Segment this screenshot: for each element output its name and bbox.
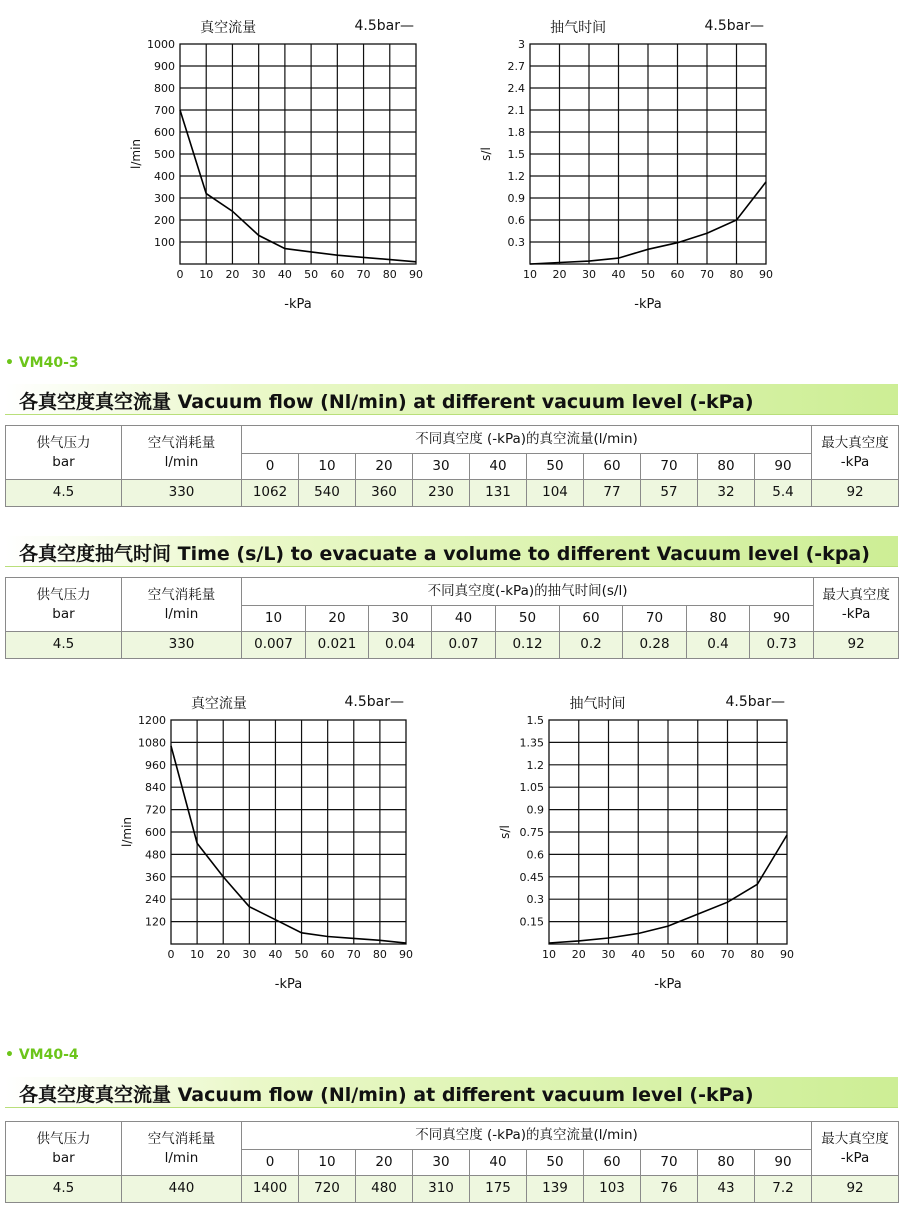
x-tick-label: 40 <box>611 268 626 281</box>
y-tick-label: 400 <box>154 170 175 183</box>
flow-table-title: 各真空度真空流量 Vacuum flow (Nl/min) at different vacuum level (-kPa) <box>19 1084 754 1106</box>
chart-grid <box>530 44 766 264</box>
vacuum-level-header: 10 <box>299 454 356 480</box>
x-tick-label: 50 <box>294 948 309 961</box>
table-cell: 0.73 <box>750 632 814 659</box>
x-tick-label: 60 <box>320 948 335 961</box>
table-cell: 1062 <box>242 480 299 507</box>
chart-title: 抽气时间 <box>550 20 607 36</box>
x-tick-label: 0 <box>167 948 175 961</box>
time-chart-top <box>470 10 780 320</box>
table-cell: 540 <box>299 480 356 507</box>
vacuum-level-header: 90 <box>755 1150 812 1176</box>
x-tick-label: 60 <box>670 268 685 281</box>
series-line <box>171 746 406 943</box>
table-cell: 131 <box>470 480 527 507</box>
chart-title: 真空流量 <box>190 696 247 712</box>
air-consumption-header: 空气消耗量 l/min <box>122 578 242 632</box>
y-tick-label: 700 <box>154 104 175 117</box>
max-vacuum-header: 最大真空度 -kPa <box>812 426 899 480</box>
flow-table-banner-vm40-4 <box>5 1077 898 1108</box>
time-table-banner-vm40-3 <box>5 536 898 567</box>
flow-table-banner-vm40-3 <box>5 384 898 415</box>
vacuum-level-header: 50 <box>527 454 584 480</box>
x-tick-label: 30 <box>251 268 266 281</box>
vacuum-level-header: 80 <box>687 606 750 632</box>
table-cell: 32 <box>698 480 755 507</box>
chart-title: 抽气时间 <box>569 696 626 712</box>
vacuum-level-group-header: 不同真空度 (-kPa)的真空流量(l/min) <box>242 426 812 454</box>
supply-pressure-value: 4.5 <box>6 480 122 507</box>
chart-grid <box>549 720 787 944</box>
x-tick-label: 40 <box>277 268 292 281</box>
supply-pressure-header: 供气压力 bar <box>6 426 122 480</box>
y-tick-label: 0.75 <box>519 826 544 839</box>
flow-table-vm40-3 <box>5 425 899 507</box>
y-tick-label: 1.2 <box>526 758 544 772</box>
supply-pressure-value: 4.5 <box>6 632 122 659</box>
max-vacuum-value: 92 <box>812 480 899 507</box>
vacuum-level-group-header: 不同真空度 (-kPa)的真空流量(l/min) <box>242 1122 812 1150</box>
x-tick-label: 30 <box>582 268 596 281</box>
vacuum-level-header: 20 <box>356 1150 413 1176</box>
y-tick-label: 600 <box>145 826 166 839</box>
x-tick-label: 50 <box>661 948 675 961</box>
x-tick-label: 70 <box>720 948 735 961</box>
x-tick-label: 80 <box>382 268 397 281</box>
x-tick-label: 30 <box>242 948 257 961</box>
pressure-label: 4.5bar— <box>344 694 404 710</box>
x-axis-label: -kPa <box>634 297 662 312</box>
x-tick-label: 70 <box>700 268 714 281</box>
x-tick-label: 90 <box>399 948 413 961</box>
table-cell: 77 <box>584 480 641 507</box>
y-axis-label: l/min <box>120 816 134 848</box>
x-tick-label: 20 <box>216 948 231 961</box>
x-tick-label: 90 <box>409 268 423 281</box>
x-tick-label: 20 <box>225 268 240 281</box>
air-consumption-header: 空气消耗量 l/min <box>122 426 242 480</box>
vacuum-level-header: 10 <box>299 1150 356 1176</box>
x-tick-label: 30 <box>601 948 616 961</box>
air-consumption-value: 330 <box>122 480 242 507</box>
y-tick-label: 200 <box>154 214 175 227</box>
series-line <box>180 110 416 262</box>
y-tick-label: 900 <box>154 60 175 73</box>
y-tick-label: 1.35 <box>519 736 544 750</box>
time-table-vm40-3 <box>5 577 899 659</box>
table-cell: 5.4 <box>755 480 812 507</box>
flow-table-title: 各真空度真空流量 Vacuum flow (Nl/min) at different vacuum level (-kPa) <box>19 391 754 413</box>
x-tick-label: 70 <box>356 268 371 281</box>
y-tick-label: 0.3 <box>526 893 544 907</box>
x-tick-label: 60 <box>330 268 345 281</box>
table-cell: 76 <box>641 1176 698 1203</box>
flow-chart-top <box>120 10 430 320</box>
y-tick-label: 840 <box>145 781 166 795</box>
x-tick-label: 40 <box>268 948 283 961</box>
y-tick-label: 1080 <box>138 736 166 750</box>
table-cell: 104 <box>527 480 584 507</box>
chart-grid <box>171 720 406 944</box>
table-cell: 7.2 <box>755 1176 812 1203</box>
air-consumption-value: 330 <box>122 632 242 659</box>
vacuum-level-header: 40 <box>432 606 496 632</box>
vacuum-level-header: 30 <box>369 606 432 632</box>
table-cell: 139 <box>527 1176 584 1203</box>
y-tick-label: 0.9 <box>526 803 544 817</box>
vacuum-level-header: 30 <box>413 454 470 480</box>
vacuum-level-header: 60 <box>560 606 623 632</box>
x-tick-label: 0 <box>176 268 184 281</box>
y-tick-label: 3 <box>518 38 525 51</box>
table-cell: 0.021 <box>306 632 369 659</box>
y-tick-label: 2.7 <box>507 60 525 73</box>
vacuum-level-group-header: 不同真空度(-kPa)的抽气时间(s/l) <box>242 578 814 606</box>
x-tick-label: 80 <box>729 268 744 281</box>
max-vacuum-header: 最大真空度 -kPa <box>812 1122 899 1176</box>
y-tick-label: 0.9 <box>507 192 525 205</box>
x-tick-label: 10 <box>190 948 205 961</box>
vacuum-level-header: 20 <box>306 606 369 632</box>
table-cell: 0.12 <box>496 632 560 659</box>
vacuum-level-header: 40 <box>470 454 527 480</box>
vacuum-level-header: 80 <box>698 1150 755 1176</box>
y-tick-label: 0.6 <box>507 214 525 227</box>
table-cell: 1400 <box>242 1176 299 1203</box>
vacuum-level-header: 40 <box>470 1150 527 1176</box>
y-tick-label: 120 <box>145 915 166 929</box>
y-tick-label: 600 <box>154 126 175 139</box>
x-axis-label: -kPa <box>284 297 312 312</box>
x-tick-label: 10 <box>542 948 556 961</box>
vacuum-level-header: 30 <box>413 1150 470 1176</box>
y-tick-label: 300 <box>154 192 175 205</box>
table-cell: 0.2 <box>560 632 623 659</box>
table-cell: 57 <box>641 480 698 507</box>
vacuum-level-header: 0 <box>242 454 299 480</box>
x-tick-label: 90 <box>759 268 773 281</box>
y-tick-label: 1.5 <box>526 714 544 727</box>
y-axis-label: s/l <box>479 147 493 161</box>
table-cell: 360 <box>356 480 413 507</box>
supply-pressure-header: 供气压力 bar <box>6 1122 122 1176</box>
y-tick-label: 0.3 <box>507 236 525 249</box>
y-tick-label: 1.5 <box>507 148 525 161</box>
y-tick-label: 100 <box>154 236 175 249</box>
chart-grid <box>180 44 416 264</box>
vacuum-level-header: 70 <box>641 454 698 480</box>
x-tick-label: 20 <box>571 948 586 961</box>
time-table-title: 各真空度抽气时间 Time (s/L) to evacuate a volume to different Vacuum level (-kpa) <box>19 543 870 565</box>
table-row <box>6 480 899 507</box>
table-cell: 0.007 <box>242 632 306 659</box>
y-tick-label: 1.05 <box>519 781 544 795</box>
vacuum-level-header: 90 <box>755 454 812 480</box>
vacuum-level-header: 60 <box>584 454 641 480</box>
x-tick-label: 80 <box>750 948 765 961</box>
flow-chart-vm40-3 <box>110 680 430 1010</box>
vacuum-level-header: 70 <box>641 1150 698 1176</box>
y-tick-label: 360 <box>145 870 166 884</box>
y-tick-label: 480 <box>145 848 166 862</box>
table-cell: 0.07 <box>432 632 496 659</box>
table-cell: 310 <box>413 1176 470 1203</box>
model-label-vm40-4: • VM40-4 <box>5 1047 79 1063</box>
table-row <box>6 1176 899 1203</box>
x-axis-label: -kPa <box>654 977 682 992</box>
vacuum-level-header: 50 <box>527 1150 584 1176</box>
vacuum-level-header: 90 <box>750 606 814 632</box>
y-tick-label: 800 <box>154 82 175 95</box>
y-tick-label: 2.4 <box>507 82 525 95</box>
y-tick-label: 500 <box>154 148 175 161</box>
y-tick-label: 720 <box>145 803 166 817</box>
vacuum-level-header: 80 <box>698 454 755 480</box>
y-axis-label: s/l <box>498 825 512 839</box>
table-cell: 0.04 <box>369 632 432 659</box>
x-tick-label: 90 <box>780 948 794 961</box>
y-tick-label: 0.6 <box>526 848 544 862</box>
y-tick-label: 1200 <box>138 714 166 727</box>
model-label-vm40-3: • VM40-3 <box>5 355 79 371</box>
vacuum-level-header: 50 <box>496 606 560 632</box>
pressure-label: 4.5bar— <box>704 18 764 34</box>
table-cell: 720 <box>299 1176 356 1203</box>
y-tick-label: 240 <box>145 893 166 907</box>
max-vacuum-value: 92 <box>814 632 899 659</box>
table-cell: 0.28 <box>623 632 687 659</box>
supply-pressure-value: 4.5 <box>6 1176 122 1203</box>
vacuum-level-header: 70 <box>623 606 687 632</box>
x-tick-label: 80 <box>372 948 387 961</box>
vacuum-level-header: 20 <box>356 454 413 480</box>
pressure-label: 4.5bar— <box>725 694 785 710</box>
x-tick-label: 50 <box>641 268 655 281</box>
x-tick-label: 50 <box>304 268 319 281</box>
x-tick-label: 40 <box>631 948 646 961</box>
table-cell: 43 <box>698 1176 755 1203</box>
table-cell: 0.4 <box>687 632 750 659</box>
vacuum-level-header: 60 <box>584 1150 641 1176</box>
y-axis-label: l/min <box>129 138 143 170</box>
y-tick-label: 0.45 <box>519 870 544 884</box>
y-tick-label: 0.15 <box>519 915 544 929</box>
flow-table-vm40-4 <box>5 1121 899 1203</box>
x-tick-label: 70 <box>346 948 361 961</box>
x-tick-label: 10 <box>523 268 537 281</box>
air-consumption-header: 空气消耗量 l/min <box>122 1122 242 1176</box>
max-vacuum-value: 92 <box>812 1176 899 1203</box>
y-tick-label: 960 <box>145 758 166 772</box>
pressure-label: 4.5bar— <box>354 18 414 34</box>
chart-title: 真空流量 <box>200 20 257 36</box>
x-tick-label: 10 <box>199 268 214 281</box>
table-cell: 230 <box>413 480 470 507</box>
x-tick-label: 60 <box>690 948 705 961</box>
air-consumption-value: 440 <box>122 1176 242 1203</box>
table-cell: 175 <box>470 1176 527 1203</box>
supply-pressure-header: 供气压力 bar <box>6 578 122 632</box>
time-chart-vm40-3 <box>490 680 810 1010</box>
x-tick-label: 20 <box>552 268 567 281</box>
table-cell: 103 <box>584 1176 641 1203</box>
vacuum-level-header: 0 <box>242 1150 299 1176</box>
max-vacuum-header: 最大真空度 -kPa <box>814 578 899 632</box>
y-tick-label: 2.1 <box>507 104 525 117</box>
y-tick-label: 1.8 <box>507 126 525 139</box>
vacuum-level-header: 10 <box>242 606 306 632</box>
y-tick-label: 1000 <box>147 38 175 51</box>
table-row <box>6 632 899 659</box>
x-axis-label: -kPa <box>274 977 303 992</box>
table-cell: 480 <box>356 1176 413 1203</box>
y-tick-label: 1.2 <box>507 170 525 183</box>
